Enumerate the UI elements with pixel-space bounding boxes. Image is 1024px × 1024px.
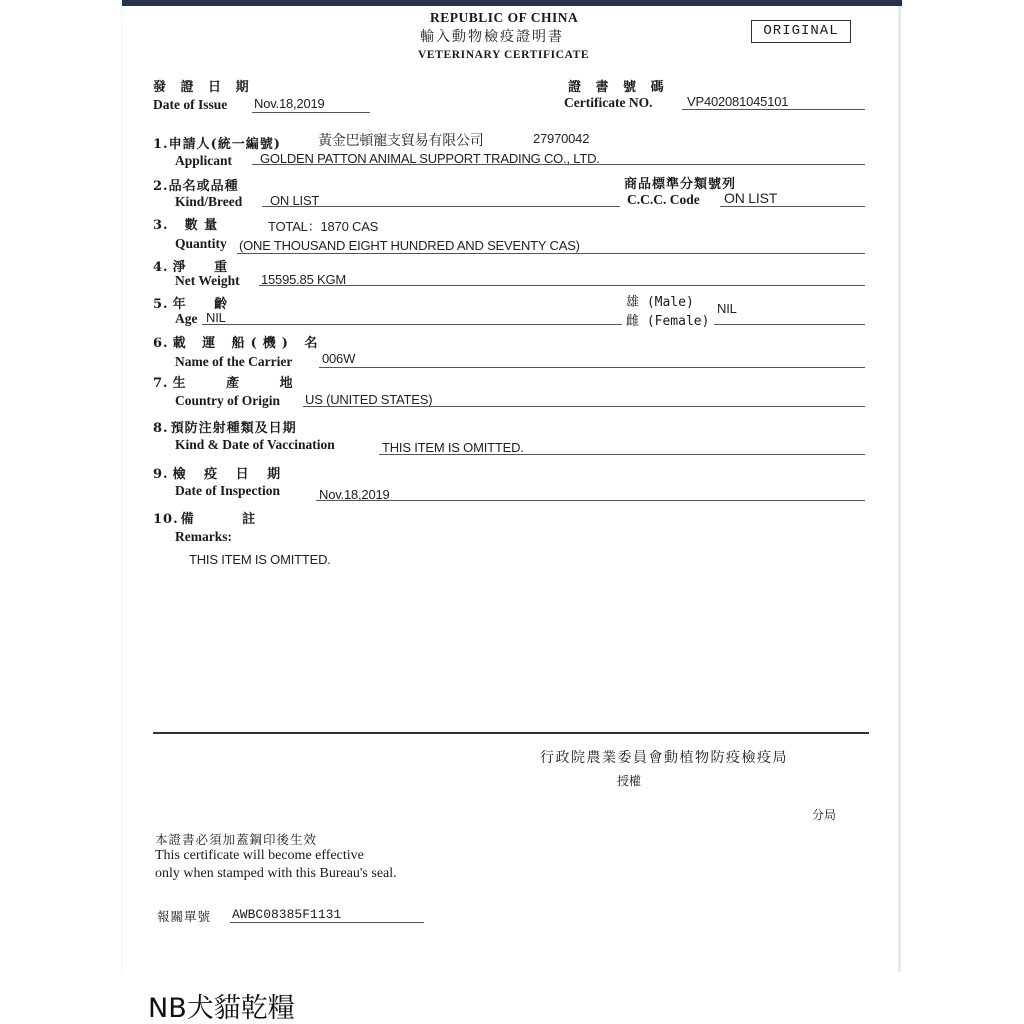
inspection-underline: [316, 500, 865, 501]
applicant-cn-row: [153, 133, 281, 152]
vaccination-cn-label: 預防注射種類及日期: [170, 421, 297, 436]
sex-value: NIL: [717, 301, 737, 316]
origin-value: US (UNITED STATES): [305, 392, 433, 407]
carrier-label: Name of the Carrier: [175, 354, 293, 369]
inspection-cn-row: [153, 463, 287, 482]
kind-cn-row: [153, 175, 239, 194]
republic-heading: REPUBLIC OF CHINA: [430, 10, 579, 25]
carrier-cn-label: 載 運 船(機) 名: [172, 336, 324, 351]
field-number: 8.: [153, 421, 169, 436]
sex-underline: [714, 324, 865, 325]
applicant-cn-label: 申請人(統一編號): [168, 137, 281, 152]
age-label: Age: [175, 311, 198, 326]
field-number: 1.: [153, 137, 169, 152]
vaccination-value: THIS ITEM IS OMITTED.: [382, 440, 524, 455]
top-bar: [122, 0, 902, 6]
quantity-cn-row: [153, 214, 218, 233]
age-cn-label: 年 齡: [172, 297, 240, 312]
applicant-id: 27970042: [533, 131, 590, 146]
ccc-value: ON LIST: [724, 190, 778, 206]
male-label: 雄 (Male): [626, 295, 694, 310]
certificate-document: [121, 0, 901, 972]
issue-date-label: Date of Issue: [153, 97, 228, 112]
cert-no-label: Certificate NO.: [564, 95, 653, 110]
notice-cn: 本證書必須加蓋鋼印後生效: [155, 832, 318, 847]
weight-underline: [259, 285, 865, 286]
ccc-cn-label: 商品標準分類號列: [624, 177, 737, 192]
cert-no-underline: [682, 109, 865, 110]
field-number: 4.: [153, 260, 169, 275]
weight-label: Net Weight: [175, 273, 240, 288]
remarks-cn-row: [153, 508, 277, 527]
quantity-label: Quantity: [175, 236, 227, 251]
remarks-value: THIS ITEM IS OMITTED.: [189, 552, 331, 567]
remarks-label: Remarks:: [175, 529, 232, 544]
remarks-cn-label: 備 註: [180, 512, 278, 527]
issue-date-value: Nov.18,2019: [254, 96, 325, 111]
field-number: 9.: [153, 467, 169, 482]
customs-underline: [230, 922, 424, 923]
kind-value: ON LIST: [270, 193, 320, 208]
applicant-name-cn: 黃金巴頓寵支貿易有限公司: [318, 133, 484, 149]
age-cn-row: [153, 293, 239, 312]
notice-line-2: only when stamped with this Bureau's seal.: [155, 866, 397, 881]
quantity-cn-label: 數 量: [184, 218, 219, 233]
cert-no-cn-label: 證 書 號 碼: [568, 80, 669, 95]
kind-underline: [262, 206, 620, 207]
weight-value: 15595.85 KGM: [261, 272, 347, 287]
quantity-underline: [237, 253, 865, 254]
cert-no-value: VP402081045101: [687, 94, 789, 109]
field-number: 2.: [153, 179, 169, 194]
chinese-title: 輸入動物檢疫證明書: [420, 29, 564, 45]
quantity-value: (ONE THOUSAND EIGHT HUNDRED AND SEVENTY CAS): [239, 238, 580, 253]
issue-date-cn-label: 發 證 日 期: [153, 80, 254, 95]
bottom-divider: [153, 732, 869, 734]
vaccination-label: Kind & Date of Vaccination: [175, 437, 335, 452]
field-number: 7.: [153, 376, 169, 391]
carrier-underline: [319, 367, 865, 368]
inspection-value: Nov.18,2019: [319, 487, 390, 502]
ccc-label: C.C.C. Code: [627, 192, 700, 207]
origin-cn-label: 生 產 地: [172, 376, 311, 391]
origin-underline: [303, 406, 865, 407]
applicant-label: Applicant: [175, 153, 233, 168]
kind-label: Kind/Breed: [175, 194, 243, 209]
quantity-total: TOTAL：1870 CAS: [268, 219, 379, 234]
origin-label: Country of Origin: [175, 393, 281, 408]
field-number: 6.: [153, 336, 169, 351]
caption-text: NB犬貓乾糧: [148, 993, 295, 1024]
field-number: 3.: [153, 218, 169, 233]
kind-cn-label: 品名或品種: [168, 179, 239, 194]
field-number: 5.: [153, 297, 169, 312]
inspection-cn-label: 檢 疫 日 期: [172, 467, 288, 482]
customs-label: 報關單號: [157, 909, 212, 924]
carrier-value: 006W: [322, 351, 356, 366]
vaccination-underline: [379, 454, 865, 455]
applicant-value: GOLDEN PATTON ANIMAL SUPPORT TRADING CO., LTD.: [260, 151, 600, 166]
english-title: VETERINARY CERTIFICATE: [418, 49, 590, 61]
female-label: 雌 (Female): [626, 314, 710, 329]
customs-value: AWBC08385F1131: [232, 907, 342, 922]
vaccination-cn-row: [153, 417, 297, 436]
applicant-underline: [252, 164, 865, 165]
inspection-label: Date of Inspection: [175, 483, 280, 498]
authority-branch: 分局: [812, 808, 837, 822]
original-stamp: ORIGINAL: [751, 20, 851, 43]
ccc-underline: [720, 206, 865, 207]
age-value: NIL: [206, 310, 226, 325]
issue-date-underline: [252, 112, 370, 113]
notice-line-1: This certificate will become effective: [155, 848, 364, 863]
origin-cn-row: [153, 372, 311, 391]
authority-name: 行政院農業委員會動植物防疫檢疫局: [540, 750, 788, 766]
weight-cn-label: 淨 重: [172, 260, 240, 275]
carrier-cn-row: [153, 332, 323, 351]
field-number: 10.: [153, 512, 179, 527]
age-underline: [202, 324, 622, 325]
authority-auth: 授權: [617, 774, 642, 788]
